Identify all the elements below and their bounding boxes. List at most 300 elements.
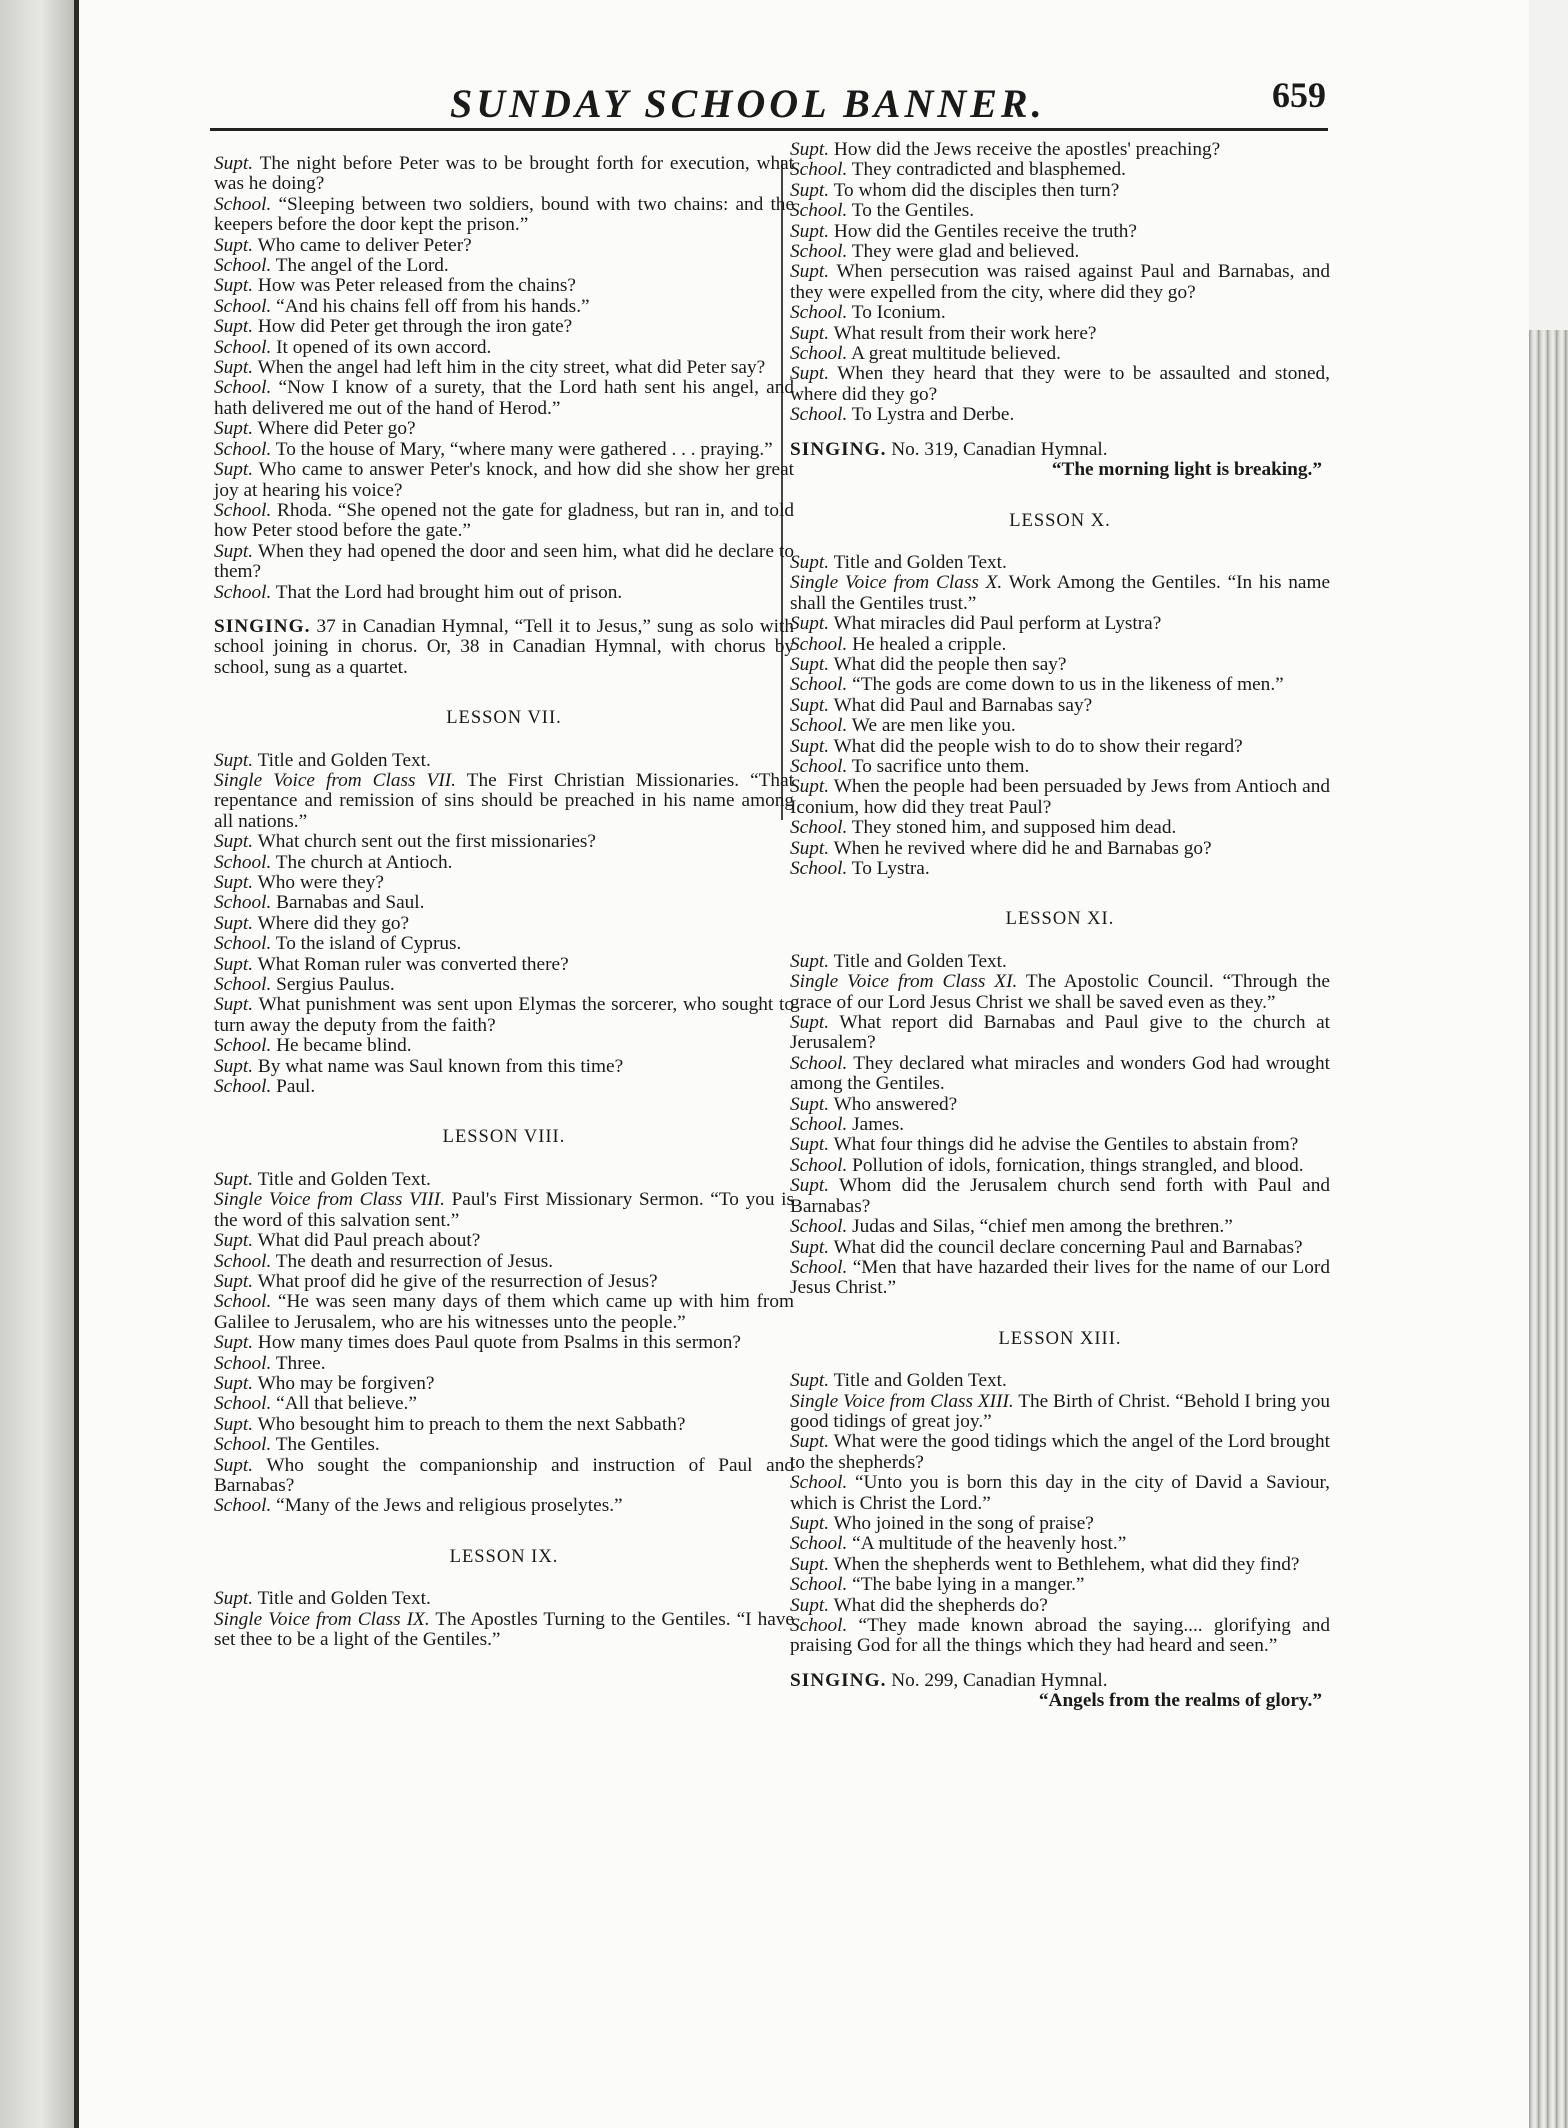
dialogue-text: To Lystra. [847,858,930,879]
page-edges [1529,330,1568,2128]
dialogue-line [790,201,1330,221]
dialogue-text: Title and Golden Text. [829,551,1007,573]
dialogue-text: When the angel had left him in the city street, what did Peter say? [253,357,766,379]
dialogue-text: The Birth of Christ. “Behold I bring you good tidings of great joy.” [790,1390,1330,1432]
dialogue-line [214,378,794,419]
speaker-label: Supt. [214,1332,254,1354]
dialogue-line [214,1415,794,1435]
speaker-label: Supt. [214,1055,254,1077]
dialogue-line [214,832,794,852]
dialogue-text: To Iconium. [847,302,946,324]
speaker-label: School. [214,1434,272,1456]
dialogue-text: What miracles did Paul perform at Lystra? [829,613,1162,635]
right-column [790,140,1330,1712]
dialogue-text: Who were they? [253,872,384,893]
dialogue-text: What result from their work here? [829,322,1097,344]
dialogue-line [790,696,1330,716]
dialogue-text: What were the good tidings which the angel of the Lord brought to the shepherds? [790,1431,1330,1473]
dialogue-text: What punishment was sent upon Elymas the sorcerer, who sought to turn away the deputy from the faith? [214,994,794,1036]
dialogue-line [214,1496,794,1516]
lesson-heading: LESSON X. [1009,510,1111,531]
dialogue-text: It opened of its own accord. [271,336,492,358]
dialogue-text: When persecution was raised against Paul and Barnabas, and they were expelled from the city, where did they go? [790,261,1330,303]
dialogue-line [214,1456,794,1497]
speaker-label: Supt. [214,316,254,338]
speaker-label: School. [214,1035,272,1057]
dialogue-text: The angel of the Lord. [271,255,449,277]
dialogue-text: Title and Golden Text. [829,1370,1007,1392]
dialogue-text: “Unto you is born this day in the city of David a Saviour, which is Christ the Lord.” [790,1472,1330,1514]
speaker-label: Supt. [214,872,254,893]
dialogue-text: What did the people wish to do to show their regard? [829,735,1243,757]
speaker-label: School. [214,1393,272,1415]
dialogue-text: How did Peter get through the iron gate? [253,316,573,338]
dialogue-line [790,737,1330,757]
dialogue-line [790,1054,1330,1095]
dialogue-text: How many times does Paul quote from Psalms in this sermon? [253,1332,741,1354]
dialogue-text: What did the people then say? [829,653,1067,675]
speaker-label: Supt. [790,363,830,385]
speaker-label: School. [790,241,848,263]
dialogue-line [214,1374,794,1394]
speaker-label: Supt. [214,749,254,771]
dialogue-line [790,1432,1330,1473]
dialogue-text: What did the council declare concerning Paul and Barnabas? [829,1236,1303,1258]
speaker-label: School. [214,1291,272,1313]
dialogue-text: To sacrifice unto them. [847,755,1030,777]
speaker-label: Single Voice from Class XI. [790,971,1018,993]
speaker-label: Supt. [790,551,830,573]
dialogue-line [214,914,794,934]
dialogue-text: “Sleeping between two soldiers, bound with two chains: and the keepers before the door kept the prison.” [214,193,794,236]
dialogue-line [214,934,794,954]
dialogue-line [790,952,1330,972]
dialogue-line [214,1190,794,1231]
speaker-label: School. [790,159,848,181]
speaker-label: Single Voice from Class X. [790,572,1003,594]
dialogue-text: Work Among the Gentiles. “In his name shall the Gentiles trust.” [790,572,1330,614]
speaker-label: Supt. [790,1594,830,1616]
dialogue-line [790,344,1330,364]
speaker-label: Supt. [790,950,830,972]
dialogue-text: To the house of Mary, “where many were gathered . . . praying.” [271,438,773,460]
speaker-label: Single Voice from Class VIII. [214,1189,445,1211]
speaker-label: School. [790,1574,848,1596]
speaker-label: School. [790,1533,848,1555]
dialogue-line [214,771,794,832]
dialogue-text: To whom did the disciples then turn? [829,179,1120,201]
singing-text: No. 319, Canadian Hymnal. [886,438,1108,460]
dialogue-line [214,317,794,337]
dialogue-line [214,583,794,603]
speaker-label: Supt. [214,153,254,174]
hymn-title: “Angels from the realms of glory.” [1038,1690,1322,1712]
speaker-label: Supt. [790,1093,830,1115]
speaker-label: School. [214,851,272,873]
dialogue-text: James. [847,1114,905,1136]
speaker-label: Supt. [790,735,830,757]
dialogue-text: Title and Golden Text. [253,749,431,771]
dialogue-line [214,893,794,913]
lesson-heading: LESSON VII. [446,708,562,729]
dialogue-text: Barnabas and Saul. [271,892,425,914]
dialogue-text: Rhoda. “She opened not the gate for gladness, but ran in, and told how Peter stood before the gate.” [214,499,794,542]
dialogue-text: Whom did the Jerusalem church send forth with Paul and Barnabas? [790,1175,1330,1217]
dialogue-line [790,222,1330,242]
dialogue-text: What report did Barnabas and Paul give to the church at Jerusalem? [790,1012,1330,1054]
dialogue-line [790,818,1330,838]
speaker-label: School. [790,817,848,839]
dialogue-line [214,236,794,256]
speaker-label: Supt. [790,1134,830,1156]
dialogue-line [790,1555,1330,1575]
dialogue-line [214,1231,794,1251]
speaker-label: Supt. [214,1454,254,1476]
speaker-label: Supt. [790,179,830,201]
lesson-heading: LESSON XI. [1005,909,1115,930]
speaker-label: Supt. [214,1270,254,1292]
dialogue-line [790,364,1330,405]
speaker-label: Supt. [790,1512,830,1534]
dialogue-line [214,501,794,542]
dialogue-text: Paul. [271,1076,316,1098]
speaker-label: School. [214,499,272,521]
dialogue-line [214,1333,794,1353]
dialogue-text: Who joined in the song of praise? [829,1512,1094,1534]
dialogue-line [214,975,794,995]
dialogue-line [214,440,794,460]
speaker-label: School. [214,1352,272,1374]
speaker-label: Supt. [790,139,830,160]
singing-label: SINGING. [790,438,887,460]
singing-note [790,1671,1330,1691]
dialogue-text: Title and Golden Text. [253,1168,431,1190]
header-rule [210,128,1328,131]
dialogue-line [790,140,1330,160]
dialogue-line [214,1252,794,1272]
dialogue-line [214,419,794,439]
dialogue-line [214,995,794,1036]
speaker-label: School. [214,892,272,914]
dialogue-line [790,324,1330,344]
dialogue-text: Who may be forgiven? [253,1372,435,1394]
dialogue-text: The church at Antioch. [271,851,453,873]
dialogue-text: He healed a cripple. [847,633,1007,655]
lesson-heading: LESSON VIII. [442,1127,566,1148]
dialogue-text: Paul's First Missionary Sermon. “To you is the word of this salvation sent.” [214,1189,794,1231]
dialogue-line [214,1435,794,1455]
dialogue-text: Title and Golden Text. [829,950,1007,972]
speaker-label: Supt. [214,540,254,562]
speaker-label: Supt. [214,357,254,379]
speaker-label: Supt. [214,1168,254,1190]
speaker-label: Supt. [214,1230,254,1252]
speaker-label: School. [214,438,272,460]
dialogue-line [790,1473,1330,1514]
dialogue-text: We are men like you. [847,715,1016,737]
lesson-heading: LESSON XIII. [998,1328,1122,1349]
dialogue-line [214,955,794,975]
dialogue-line [790,972,1330,1013]
dialogue-text: Title and Golden Text. [253,1588,431,1610]
dialogue-text: What did the shepherds do? [829,1594,1048,1616]
dialogue-line [214,853,794,873]
dialogue-line [790,757,1330,777]
dialogue-text: What church sent out the first missionaries? [253,831,596,853]
dialogue-text: How was Peter released from the chains? [253,275,576,297]
speaker-label: School. [214,255,272,277]
dialogue-text: Where did they go? [253,912,410,934]
dialogue-text: Who answered? [829,1093,958,1115]
speaker-label: Supt. [790,653,830,675]
dialogue-line [214,873,794,893]
speaker-label: Supt. [214,275,254,297]
speaker-label: Single Voice from Class IX. [214,1608,430,1630]
dialogue-line [790,635,1330,655]
speaker-label: School. [790,200,848,222]
dialogue-text: Judas and Silas, “chief men among the brethren.” [847,1216,1233,1238]
speaker-label: Single Voice from Class VII. [214,769,456,791]
speaker-label: Supt. [790,1370,830,1392]
dialogue-line [790,1596,1330,1616]
lesson-heading: LESSON IX. [449,1546,559,1567]
dialogue-text: The First Christian Missionaries. “That repentance and remission of sins should be preached in his name among all nations.” [214,769,794,832]
dialogue-text: “And his chains fell off from his hands.” [271,295,590,317]
dialogue-line [214,256,794,276]
dialogue-line [790,675,1330,695]
dialogue-text: When they heard that they were to be assaulted and stoned, where did they go? [790,363,1330,405]
dialogue-line [214,338,794,358]
dialogue-line [790,777,1330,818]
dialogue-text: What did Paul preach about? [253,1230,481,1252]
dialogue-text: They stoned him, and supposed him dead. [847,817,1177,839]
dialogue-text: “Many of the Jews and religious proselytes.” [271,1495,623,1517]
dialogue-line [790,1392,1330,1433]
speaker-label: Supt. [214,459,254,481]
dialogue-text: By what name was Saul known from this time? [253,1055,624,1077]
speaker-label: Supt. [214,418,254,440]
dialogue-line [790,160,1330,180]
speaker-label: Supt. [790,1175,830,1197]
speaker-label: Supt. [214,831,254,853]
dialogue-line [214,1292,794,1333]
left-column [214,154,794,1650]
speaker-label: School. [790,1256,848,1278]
dialogue-text: How did the Jews receive the apostles' preaching? [829,139,1221,160]
speaker-label: School. [214,193,272,215]
speaker-label: School. [214,1250,272,1272]
dialogue-text: Who came to answer Peter's knock, and how did she show her great joy at hearing his voice? [214,459,794,501]
dialogue-text: Who sought the companionship and instruction of Paul and Barnabas? [214,1454,794,1496]
dialogue-text: “All that believe.” [271,1393,417,1415]
dialogue-text: Pollution of idols, fornication, things strangled, and blood. [847,1154,1304,1176]
speaker-label: Supt. [790,613,830,635]
speaker-label: School. [214,974,272,996]
speaker-label: Supt. [214,234,254,256]
dialogue-line [790,716,1330,736]
dialogue-text: What did Paul and Barnabas say? [829,694,1093,716]
dialogue-line [790,553,1330,573]
dialogue-line [214,1170,794,1190]
dialogue-text: The night before Peter was to be brought forth for execution, what was he doing? [214,153,794,195]
dialogue-text: A great multitude believed. [847,343,1061,365]
singing-label: SINGING. [790,1669,887,1691]
dialogue-line [214,1036,794,1056]
running-head: SUNDAY SCHOOL BANNER. [450,81,1046,126]
speaker-label: Supt. [790,694,830,716]
dialogue-text: They contradicted and blasphemed. [847,159,1126,181]
dialogue-line [790,573,1330,614]
dialogue-text: They were glad and believed. [847,241,1080,263]
dialogue-line [214,1272,794,1292]
singing-label: SINGING. [214,615,311,637]
dialogue-text: What four things did he advise the Gentiles to abstain from? [829,1134,1299,1156]
dialogue-line [790,1238,1330,1258]
speaker-label: School. [790,404,848,426]
speaker-label: School. [790,674,848,696]
speaker-label: School. [790,1216,848,1238]
dialogue-text: The Gentiles. [271,1434,380,1456]
speaker-label: Supt. [214,1413,254,1435]
dialogue-line [790,655,1330,675]
dialogue-text: When he revived where did he and Barnabas go? [829,837,1212,859]
speaker-label: School. [214,295,272,317]
dialogue-line [790,1095,1330,1115]
speaker-label: Supt. [790,220,830,242]
dialogue-text: When the people had been persuaded by Jews from Antioch and Iconium, how did they treat Paul? [790,776,1330,818]
dialogue-line [790,1217,1330,1237]
speaker-label: Supt. [214,1588,254,1610]
dialogue-text: The Apostles Turning to the Gentiles. “I have set thee to be a light of the Gentiles.” [214,1608,794,1650]
speaker-label: Supt. [790,837,830,859]
dialogue-text: The death and resurrection of Jesus. [271,1250,554,1272]
singing-text: No. 299, Canadian Hymnal. [886,1669,1108,1691]
speaker-label: Supt. [214,994,254,1016]
speaker-label: School. [214,1076,272,1098]
speaker-label: School. [214,933,272,955]
dialogue-text: When the shepherds went to Bethlehem, what did they find? [829,1553,1300,1575]
speaker-label: Supt. [790,1012,830,1034]
speaker-label: School. [790,1052,848,1074]
dialogue-line [214,751,794,771]
dialogue-line [790,1534,1330,1554]
dialogue-line [214,297,794,317]
speaker-label: School. [790,1615,848,1636]
dialogue-text: That the Lord had brought him out of prison. [271,581,623,603]
dialogue-line [790,1013,1330,1054]
dialogue-text: “Now I know of a surety, that the Lord hath sent his angel, and hath delivered me out of the hand of Herod.” [214,377,794,419]
dialogue-text: How did the Gentiles receive the truth? [829,220,1137,242]
singing-note [790,440,1330,460]
dialogue-line [214,154,794,195]
dialogue-line [214,460,794,501]
dialogue-text: Sergius Paulus. [271,974,395,996]
dialogue-line [790,1176,1330,1217]
dialogue-text: “He was seen many days of them which came up with him from Galilee to Jerusalem, who are his witnesses unto the people.” [214,1291,794,1333]
dialogue-line [790,1371,1330,1391]
speaker-label: Supt. [214,953,254,975]
page-number: 659 [1272,75,1326,115]
dialogue-text: “The gods are come down to us in the likeness of men.” [847,674,1284,696]
dialogue-line [214,1354,794,1374]
dialogue-text: Who besought him to preach to them the next Sabbath? [253,1413,686,1435]
dialogue-line [790,1575,1330,1595]
dialogue-text: “The babe lying in a manger.” [847,1574,1085,1596]
dialogue-text: When they had opened the door and seen him, what did he declare to them? [214,540,794,583]
dialogue-line [790,303,1330,323]
dialogue-line [214,358,794,378]
dialogue-text: What Roman ruler was converted there? [253,953,569,975]
hymn-title: “The morning light is breaking.” [1051,459,1322,481]
dialogue-line [790,405,1330,425]
dialogue-line [214,276,794,296]
speaker-label: School. [790,1154,848,1176]
singing-note [214,617,794,678]
dialogue-line [214,1077,794,1097]
speaker-label: Supt. [214,912,254,934]
dialogue-line [790,1258,1330,1299]
speaker-label: School. [790,302,848,324]
dialogue-text: “Men that have hazarded their lives for the name of our Lord Jesus Christ.” [790,1256,1330,1299]
speaker-label: School. [790,755,848,777]
dialogue-text: To Lystra and Derbe. [847,404,1015,426]
dialogue-line [790,1616,1330,1657]
speaker-label: School. [790,1472,848,1494]
dialogue-line [790,859,1330,879]
dialogue-line [790,1156,1330,1176]
speaker-label: School. [790,343,848,365]
speaker-label: School. [790,633,848,655]
speaker-label: School. [790,715,848,737]
speaker-label: Supt. [790,1553,830,1575]
dialogue-line [790,839,1330,859]
speaker-label: Supt. [790,261,830,283]
speaker-label: Supt. [214,1372,254,1394]
dialogue-line [790,1135,1330,1155]
dialogue-text: “A multitude of the heavenly host.” [847,1533,1127,1555]
dialogue-line [790,1514,1330,1534]
dialogue-text: The Apostolic Council. “Through the grace of our Lord Jesus Christ we shall be saved even as they.” [790,971,1330,1013]
speaker-label: Supt. [790,322,830,344]
speaker-label: Supt. [790,1431,830,1453]
dialogue-line [214,1589,794,1609]
dialogue-line [790,1115,1330,1135]
speaker-label: School. [790,858,848,879]
dialogue-text: To the Gentiles. [847,200,975,222]
dialogue-text: Who came to deliver Peter? [253,234,472,256]
dialogue-line [790,262,1330,303]
book-binding [0,0,74,2128]
dialogue-text: What proof did he give of the resurrection of Jesus? [253,1270,658,1292]
dialogue-line [214,1057,794,1077]
dialogue-line [214,195,794,236]
dialogue-line [214,1610,794,1651]
dialogue-text: “They made known abroad the saying.... glorifying and praising God for all the things which they had heard and seen.” [790,1615,1330,1657]
dialogue-text: Where did Peter go? [253,418,416,440]
singing-text: 37 in Canadian Hymnal, “Tell it to Jesus,” sung as solo with school joining in chorus. Or, 38 in Canadian Hymnal, with chorus by school, sung as a quartet. [214,615,794,678]
speaker-label: School. [214,377,272,399]
speaker-label: Supt. [790,1236,830,1258]
dialogue-line [790,242,1330,262]
speaker-label: School. [790,1114,848,1136]
speaker-label: Single Voice from Class XIII. [790,1390,1014,1412]
dialogue-text: He became blind. [271,1035,412,1057]
dialogue-text: They declared what miracles and wonders God had wrought among the Gentiles. [790,1052,1330,1095]
speaker-label: Supt. [790,776,830,798]
dialogue-line [214,542,794,583]
dialogue-line [790,181,1330,201]
dialogue-line [214,1394,794,1414]
